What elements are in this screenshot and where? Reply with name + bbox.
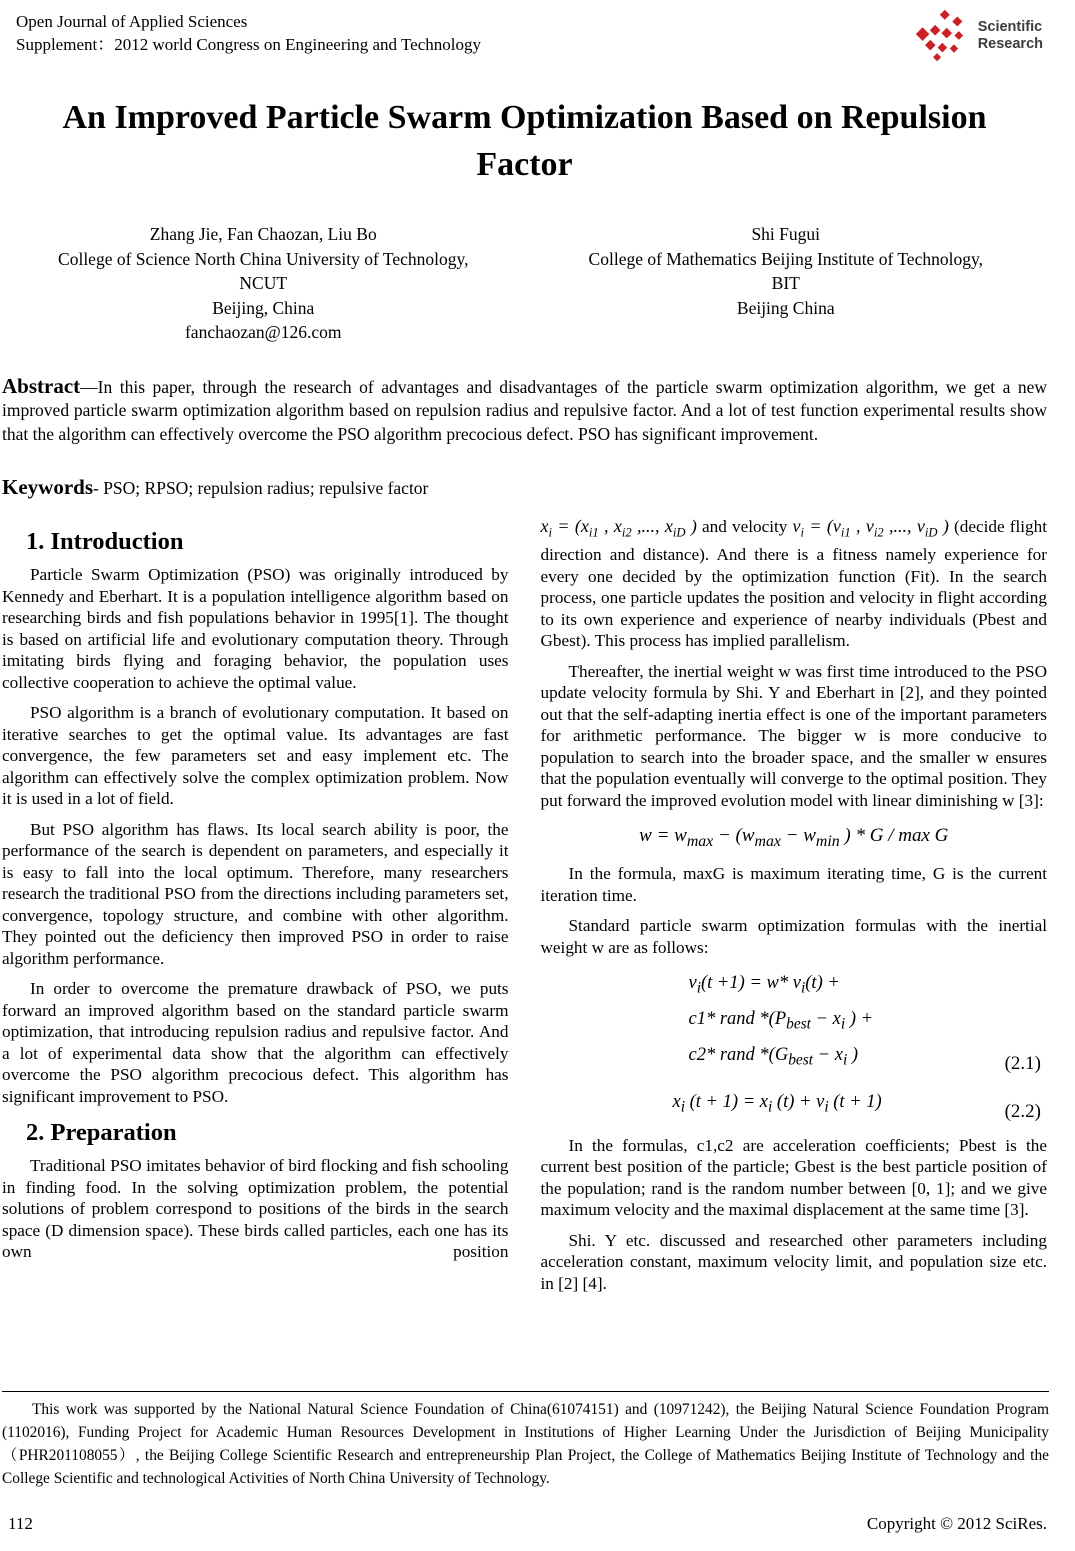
author-names: Zhang Jie, Fan Chaozan, Liu Bo [149, 224, 377, 244]
abstract-label: Abstract [2, 373, 81, 398]
section-heading-preparation: 2. Preparation [26, 1119, 177, 1147]
page-footer [8, 1514, 1047, 1534]
author-city: Beijing China [736, 297, 835, 318]
author-block-left [2, 222, 525, 345]
paragraph-preparation-1: Traditional PSO imitates behavior of bird flocking and fish schooling in finding food. In the solving optimization problem, the potential solutions of problem correspond to positions of the birds in the search space (D dimension space). These birds called particles, each one has its own position [2, 1156, 509, 1262]
paragraph-text: and velocity [696, 517, 793, 537]
paper-title: An Improved Particle Swarm Optimization Based on Repulsion Factor [62, 99, 987, 183]
column-left [2, 516, 509, 1303]
two-column-body [2, 516, 1047, 1303]
paragraph-text: (decide flight direction and distance). And there is a fitness namely experience for every one decided by the optimization function (Fit). In the search process, one particle updates the position and velocity in flight according to its own experience and experience of nearby individuals (Pbest and Gbest). This process has implied parallelism. [540, 517, 1047, 651]
authors-section [2, 222, 1047, 345]
affiliation-short: NCUT [239, 273, 288, 293]
formula-2-1 [541, 968, 1048, 1075]
journal-header [2, 8, 481, 56]
author-email: fanchaozan@126.com [184, 322, 342, 342]
paragraph-right-5: In the formulas, c1,c2 are acceleration coefficients; Pbest is the current best position of the particle; Gbest is the best particle position of the population; rand is the random number between [0, 1]; and we give maximum velocity and the maximal displacement at the same time [3]. [540, 1135, 1047, 1220]
funding-footnote: This work was supported by the National Natural Science Foundation of China(61074151) and (10971242), the Beijing Natural Science Foundation Program (1102016), Funding Project for Academic Human Resources Development in Institutions of Higher Learning Under the Jurisdiction of Beijing Municipality （PHR201108055）, the Beijing College Scientific Research and entrepreneurship Plan Project, the College of Mathematics Beijing Institute of Technology and the College Scientific and technological Activities of North China University of Technology. [2, 1391, 1049, 1490]
formula-2-2 [541, 1087, 1048, 1123]
paragraph-intro-3: But PSO algorithm has flaws. Its local search ability is poor, the performance of the search is dependent on parameters, and especially it is easy to fall into the local optimum. Therefore, many researchers research the traditional PSO from the directions including parameters set, convergence, topology structure, and combine with other algorithm. They pointed out the deficiency then improved PSO in order to raise algorithm performance. [2, 819, 509, 968]
paragraph-intro-1: Particle Swarm Optimization (PSO) was originally introduced by Kennedy and Eberhart. It is a population intelligence algorithm based on researching birds and fish populations behavior in 1995[1]. The thought is based on artificial life and evolutionary computation theory. Through imitating birds flying and foraging behavior, the population uses collective cooperation to achieve the optimal value. [2, 565, 509, 692]
formula-2-1-line-3: c2* rand $*(G_{best} - x_i$ ) [688, 1044, 859, 1069]
formula-2-1-line-2: c1* rand $*(P_{best} - x_i$ ) + [688, 1008, 874, 1033]
inline-math-x: $x_i = (x_{i1}$ , $x_{i2}$ ,..., $x_{iD}$ ) [540, 516, 697, 540]
keywords-label: Keywords [2, 475, 93, 500]
paragraph-right-3: In the formula, maxG is maximum iterating time, G is the current iteration time. [540, 864, 1047, 905]
section-heading-introduction: 1. Introduction [26, 528, 184, 556]
paragraph-intro-4: In order to overcome the premature drawback of PSO, we puts forward an improved algorithm based on the standard particle swarm optimization, that introducing repulsion radius and repulsive factor. And a lot of experimental data show that the algorithm can effectively overcome the PSO algorithm precocious defect. This algorithm has significant improvement to PSO. [2, 979, 509, 1106]
abstract [2, 375, 1047, 447]
paragraph-right-2: Thereafter, the inertial weight w was first time introduced to the PSO update velocity formula by Shi. Y and Eberhart in [2], and they pointed out that the self-adapting inertia effect is one of the important parameters for arithmetic performance. The bigger w is more conducive to population to search into the broader space, and the smaller w ensures that the population eventually will converge to the optimal position. They put forward the improved evolution model with linear diminishing w [3]: [540, 661, 1047, 810]
page-number: 112 [8, 1514, 33, 1533]
author-names: Shi Fugui [751, 224, 821, 244]
publisher-logo [908, 8, 1043, 64]
inline-math-v: $v_i = (v_{i1}$ , $v_{i2}$ ,..., $v_{iD}$ ) [792, 516, 949, 540]
paragraph-intro-2: PSO algorithm is a branch of evolutionary computation. It based on iterative searches to get the optimal value. Its advantages are fast convergence, the few parameters set and easy implement etc. The algorithm can effectively solve the complex optimization problem. Now it is used in a lot of field. [2, 703, 509, 809]
logo-text: Scientific Research [977, 19, 1043, 52]
author-block-right [525, 222, 1048, 345]
copyright: Copyright © 2012 SciRes. [866, 1514, 1047, 1533]
paragraph-right-1 [541, 516, 1048, 652]
affiliation: College of Mathematics Beijing Institute of Technology, [588, 248, 983, 269]
formula-2-2-line: $x_i$ $(t + 1) = x_i$ $(t) + v_i$ (t + 1) [672, 1092, 882, 1116]
supplement-line: Supplement：2012 world Congress on Engineering and Technology [16, 35, 481, 54]
scires-diamonds-icon [908, 8, 970, 64]
page-header [2, 8, 1047, 64]
abstract-text: —In this paper, through the research of advantages and disadvantages of the particle swarm optimization algorithm, we get a new improved particle swarm optimization algorithm based on repulsion radius and repulsive factor. And a lot of test function experimental results show that the algorithm can effectively overcome the PSO algorithm precocious defect. PSO has significant improvement. [2, 376, 1047, 444]
affiliation-short: BIT [771, 273, 800, 293]
formula-inertia-weight: $w = w_{max} - (w_{max} - w_{min}$ ) * G / max G [639, 825, 949, 851]
paragraph-right-6: Shi. Y etc. discussed and researched other parameters including acceleration constant, maximum velocity limit, and population size etc. in [2] [4]. [540, 1230, 1047, 1293]
formula-label-2-1: (2.1) [1004, 1053, 1041, 1075]
formula-label-2-2: (2.2) [1004, 1100, 1041, 1122]
affiliation: College of Science North China University of Technology, [58, 248, 469, 269]
author-city: Beijing, China [212, 297, 315, 318]
paragraph-right-4: Standard particle swarm optimization formulas with the inertial weight w are as follows: [540, 916, 1047, 957]
keywords [2, 475, 1047, 500]
column-right [541, 516, 1048, 1303]
journal-name: Open Journal of Applied Sciences [16, 12, 248, 31]
formula-2-1-line-1: $v_i(t +1) = w*$ $v_i(t)$ + [688, 973, 840, 997]
keywords-text: - PSO; RPSO; repulsion radius; repulsive factor [93, 478, 429, 499]
